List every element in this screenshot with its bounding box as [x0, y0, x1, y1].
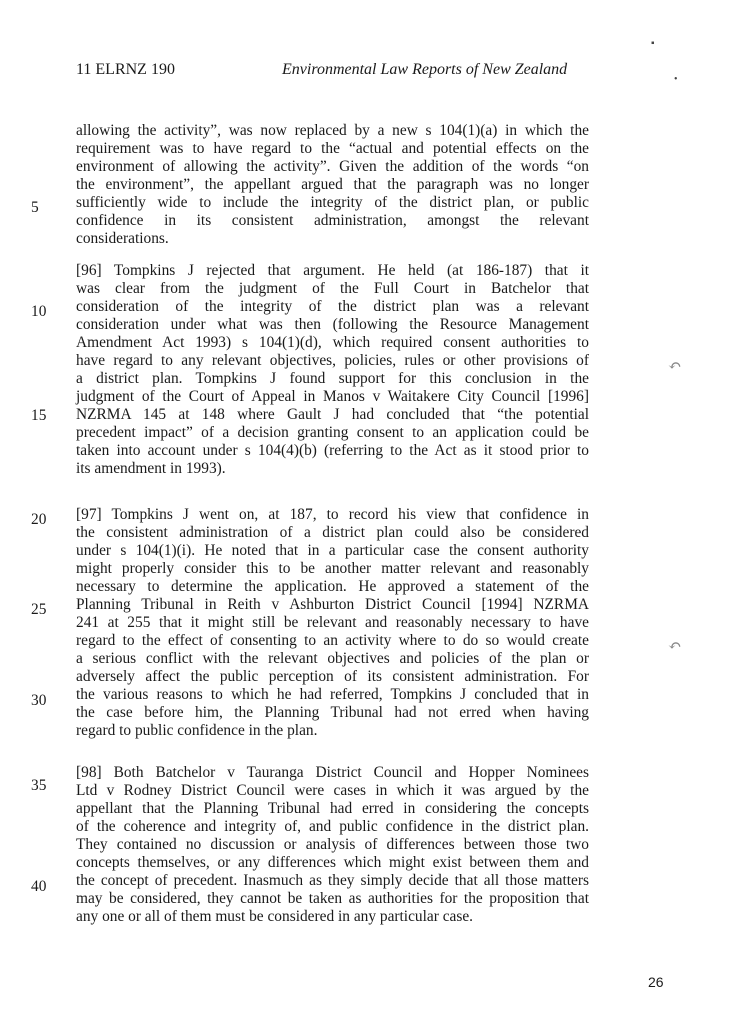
text-line: regard to public confidence in the plan. — [76, 722, 318, 739]
text-line: the consistent administration of a district plan could also be considered — [76, 524, 589, 541]
text-line: regard to the effect of consenting to an activity where to do so would create — [76, 632, 589, 649]
text-line: any one or all of them must be considered in any particular case. — [76, 908, 474, 925]
text-line: have regard to any relevant objectives, policies, rules or other provisions of — [76, 352, 589, 369]
text-line: taken into account under s 104(4)(b) (referring to the Act as it stood prior to — [76, 442, 589, 459]
text-line: necessary to determine the application. He approved a statement of the — [76, 578, 589, 595]
text-line: judgment of the Court of Appeal in Manos v Waitakere City Council [1996] — [76, 388, 589, 405]
text-line: of the coherence and integrity of, and public confidence in the district plan. — [76, 818, 589, 835]
text-line: adversely affect the public perception of its consistent administration. For — [76, 668, 589, 685]
scan-speck: ▪ — [651, 38, 655, 49]
text-line: sufficiently wide to include the integrity of the district plan, or public — [76, 194, 589, 211]
text-line: allowing the activity”, was now replaced by a new s 104(1)(a) in which the — [76, 122, 589, 139]
scan-artifact: ↶ — [668, 358, 682, 375]
text-line: confidence in its consistent administration, amongst the relevant — [76, 212, 589, 229]
text-line: environment of allowing the activity”. Given the addition of the words “on — [76, 158, 589, 175]
text-line: 241 at 255 that it might still be relevant and reasonably necessary to have — [76, 614, 589, 631]
text-line: was clear from the judgment of the Full Court in Batchelor that — [76, 280, 589, 297]
text-line: the case before him, the Planning Tribunal had not erred when having — [76, 704, 589, 721]
paragraph-96-line: [96] Tompkins J rejected that argument. He held (at 186-187) that it — [76, 262, 589, 279]
text-line: requirement was to have regard to the “actual and potential effects on the — [76, 140, 589, 157]
header-citation: 11 ELRNZ 190 — [76, 61, 175, 78]
text-line: may be considered, they cannot be taken as authorities for the proposition that — [76, 890, 589, 907]
text-line: a district plan. Tompkins J found support for this conclusion in the — [76, 370, 589, 387]
scan-speck: • — [674, 74, 678, 85]
text-line: Amendment Act 1993) s 104(1)(d), which required consent authorities to — [76, 334, 589, 351]
header-journal-title: Environmental Law Reports of New Zealand — [282, 61, 568, 78]
text-line: under s 104(1)(i). He noted that in a particular case the consent authority — [76, 542, 589, 559]
text-line: consideration under what was then (following the Resource Management — [76, 316, 589, 333]
text-line: the environment”, the appellant argued that the paragraph was no longer — [76, 176, 589, 193]
text-line: a serious conflict with the relevant objectives and policies of the plan or — [76, 650, 589, 667]
text-line: precedent impact” of a decision granting consent to an application could be — [76, 424, 589, 441]
line-number: 25 — [31, 601, 47, 618]
text-line: They contained no discussion or analysis of differences between those two — [76, 836, 589, 853]
line-number: 15 — [31, 407, 47, 424]
text-line: its amendment in 1993). — [76, 460, 226, 477]
line-number: 20 — [31, 511, 47, 528]
text-line: concepts themselves, or any differences which might exist between them and — [76, 854, 589, 871]
paragraph-97-line: [97] Tompkins J went on, at 187, to record his view that confidence in — [76, 506, 589, 523]
line-number: 30 — [31, 692, 47, 709]
line-number: 40 — [31, 878, 47, 895]
text-line: appellant that the Planning Tribunal had erred in considering the concepts — [76, 800, 589, 817]
paragraph-98-line: [98] Both Batchelor v Tauranga District Council and Hopper Nominees — [76, 764, 589, 781]
text-line: Ltd v Rodney District Council were cases in which it was argued by the — [76, 782, 589, 799]
text-line: the various reasons to which he had referred, Tompkins J concluded that in — [76, 686, 589, 703]
text-line: might properly consider this to be another matter relevant and reasonably — [76, 560, 589, 577]
page-number: 26 — [648, 974, 664, 990]
line-number: 10 — [31, 303, 47, 320]
line-number: 35 — [31, 777, 47, 794]
text-line: consideration of the integrity of the district plan was a relevant — [76, 298, 589, 315]
text-line: Planning Tribunal in Reith v Ashburton District Council [1994] NZRMA — [76, 596, 589, 613]
scan-artifact: ↶ — [668, 638, 682, 655]
text-line: considerations. — [76, 230, 169, 247]
text-line: NZRMA 145 at 148 where Gault J had concluded that “the potential — [76, 406, 589, 423]
line-number: 5 — [31, 199, 39, 216]
text-line: the concept of precedent. Inasmuch as they simply decide that all those matters — [76, 872, 589, 889]
